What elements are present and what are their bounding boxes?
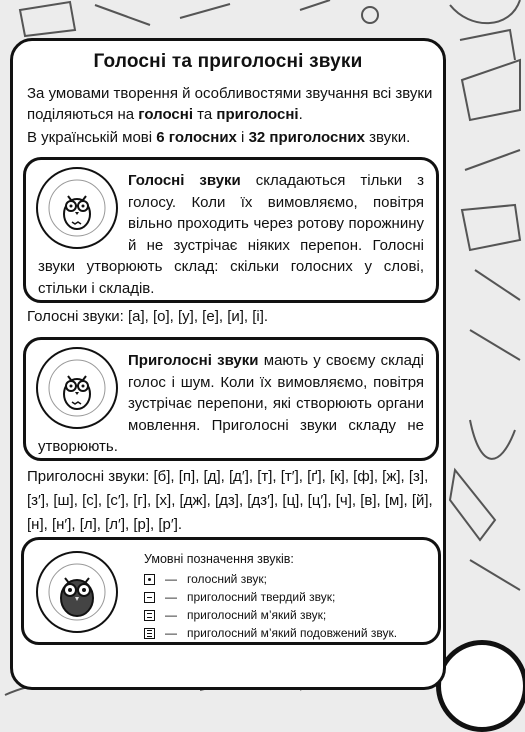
dot-square-icon xyxy=(144,574,155,585)
consonant-term: Приголосні звуки xyxy=(128,352,259,369)
legend-item-soft-consonant: — приголосний м’який звук; xyxy=(144,608,326,622)
page-title: Голосні та приголосні звуки xyxy=(93,51,363,72)
vowel-definition: складаються тільки з голосу. Коли їх вимовляємо, повітря вільно проходить через ротову порожнину й не зустрічає ніяких перепон. Голосні звуки утворюють склад: скільки голосних у слові, стільки і складів. xyxy=(38,172,424,297)
owl-badge-icon xyxy=(32,548,122,636)
legend-item-vowel: — голосний звук; xyxy=(144,572,267,586)
double-line-square-icon xyxy=(144,610,155,621)
legend-box xyxy=(21,537,441,645)
vowels-list: Голосні звуки: [а], [о], [у], [е], [и], [і]. xyxy=(27,308,269,325)
legend-item-long-soft-consonant: — приголосний м’який подовжений звук. xyxy=(144,626,397,640)
triple-line-square-icon xyxy=(144,628,155,639)
legend-heading: Умовні позначення звуків: xyxy=(144,552,294,566)
vowel-term: Голосні звуки xyxy=(128,172,241,189)
vowel-definition-box xyxy=(23,157,439,303)
consonants-list: Приголосні звуки: [б], [п], [д], [д′], [т], [т′], [ґ], [к], [ф], [ж], [з], [з′], [ш], [с], [с′], [г], [х], [дж], [дз], [дз′], [ц], [ц′], [ч], [в], [м], [й], [н], [н′], [л], [л′], [р], [р′]. xyxy=(27,468,433,533)
intro-paragraph-2: В українській мові 6 голосних і 32 приголосних звуки. xyxy=(27,129,411,146)
consonant-definition-box xyxy=(23,337,439,461)
learn-badge-owl-icon xyxy=(32,164,122,252)
content-card xyxy=(10,38,446,690)
page-number-circle xyxy=(436,640,525,732)
intro-paragraph-1: За умовами творення й особливостями звучання всі звуки поділяються на голосні та приголосні. xyxy=(27,85,433,123)
learn-badge-owl-icon xyxy=(32,344,122,432)
line-square-icon xyxy=(144,592,155,603)
legend-item-hard-consonant: — приголосний твердий звук; xyxy=(144,590,335,604)
consonant-definition: мають у своєму складі голос і шум. Коли їх вимовляємо, повітря зустрічає перепони, які створюють органи мовлення. Приголосні звуки складу не утворюють. xyxy=(38,352,424,455)
